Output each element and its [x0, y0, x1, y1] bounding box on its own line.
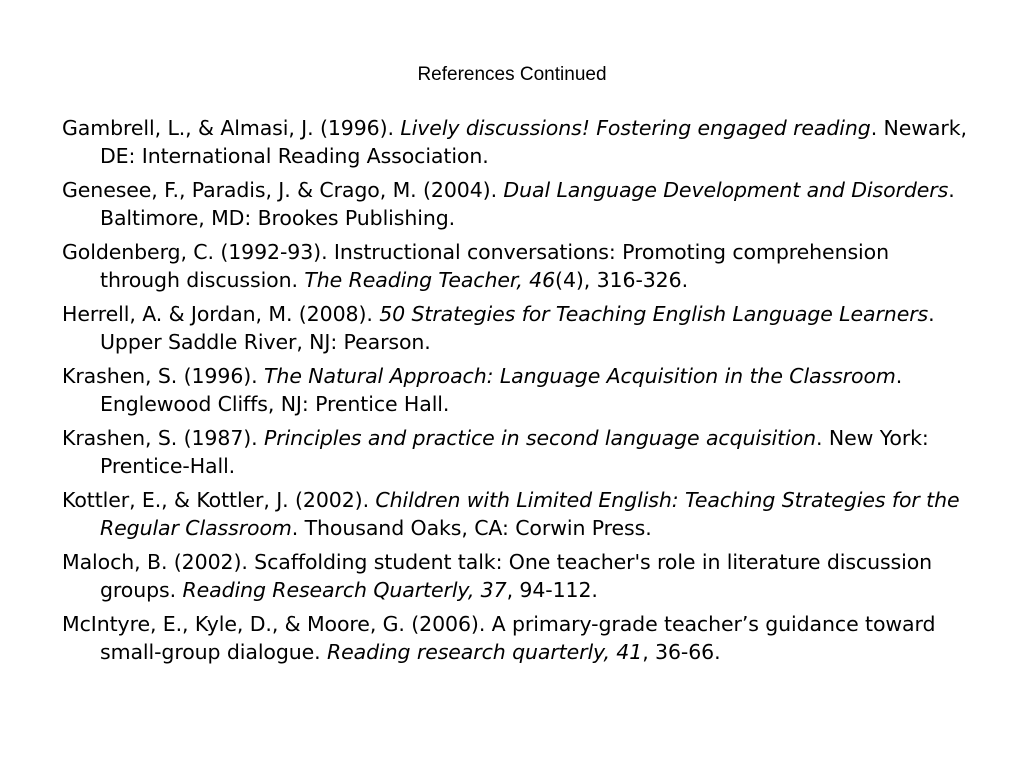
reference-entry	[62, 176, 974, 232]
reference-italic-title: 50 Strategies for Teaching English Language Learners	[379, 302, 929, 326]
reference-text: Maloch, B. (2002). Scaffolding student talk: One teacher's role in literature discussion groups.	[62, 550, 933, 602]
reference-italic-title: Principles and practice in second language acquisition	[264, 426, 817, 450]
reference-entry	[62, 114, 974, 170]
reference-italic-title: Lively discussions! Fostering engaged reading	[400, 116, 871, 140]
reference-text: McIntyre, E., Kyle, D., & Moore, G. (2006). A primary-grade teacher’s guidance toward small-group dialogue.	[62, 612, 936, 664]
reference-italic-title: Reading research quarterly, 41	[327, 640, 643, 664]
reference-entry	[62, 362, 974, 418]
reference-italic-title: Reading Research Quarterly, 37	[182, 578, 507, 602]
reference-publisher: (4), 316-326.	[555, 268, 688, 292]
reference-entry	[62, 300, 974, 356]
reference-publisher: . Upper Saddle River, NJ: Pearson.	[100, 302, 935, 354]
reference-list	[62, 114, 974, 672]
reference-italic-title: The Natural Approach: Language Acquisition in the Classroom	[264, 364, 896, 388]
reference-text: Herrell, A. & Jordan, M. (2008).	[62, 302, 380, 326]
reference-text: Gambrell, L., & Almasi, J. (1996).	[62, 116, 401, 140]
reference-entry	[62, 238, 974, 294]
reference-entry	[62, 610, 974, 666]
reference-publisher: . Thousand Oaks, CA: Corwin Press.	[291, 516, 652, 540]
reference-text: Krashen, S. (1996).	[62, 364, 264, 388]
reference-publisher: , 94-112.	[506, 578, 598, 602]
slide-title: References Continued	[417, 64, 607, 85]
reference-italic-title: Children with Limited English: Teaching Strategies for the Regular Classroom	[100, 488, 960, 540]
reference-entry	[62, 486, 974, 542]
reference-text: Kottler, E., & Kottler, J. (2002).	[62, 488, 376, 512]
reference-publisher: . Newark, DE: International Reading Association.	[100, 116, 967, 168]
reference-publisher: . New York: Prentice-Hall.	[100, 426, 929, 478]
reference-italic-title: Dual Language Development and Disorders	[503, 178, 949, 202]
reference-entry	[62, 548, 974, 604]
reference-text: Genesee, F., Paradis, J. & Crago, M. (2004).	[62, 178, 504, 202]
reference-publisher: . Baltimore, MD: Brookes Publishing.	[100, 178, 955, 230]
reference-publisher: , 36-66.	[642, 640, 721, 664]
reference-text: Krashen, S. (1987).	[62, 426, 264, 450]
reference-publisher: . Englewood Cliffs, NJ: Prentice Hall.	[100, 364, 903, 416]
reference-italic-title: The Reading Teacher, 46	[304, 268, 556, 292]
reference-entry	[62, 424, 974, 480]
reference-text: Goldenberg, C. (1992-93). Instructional conversations: Promoting comprehension through discussion.	[62, 240, 889, 292]
